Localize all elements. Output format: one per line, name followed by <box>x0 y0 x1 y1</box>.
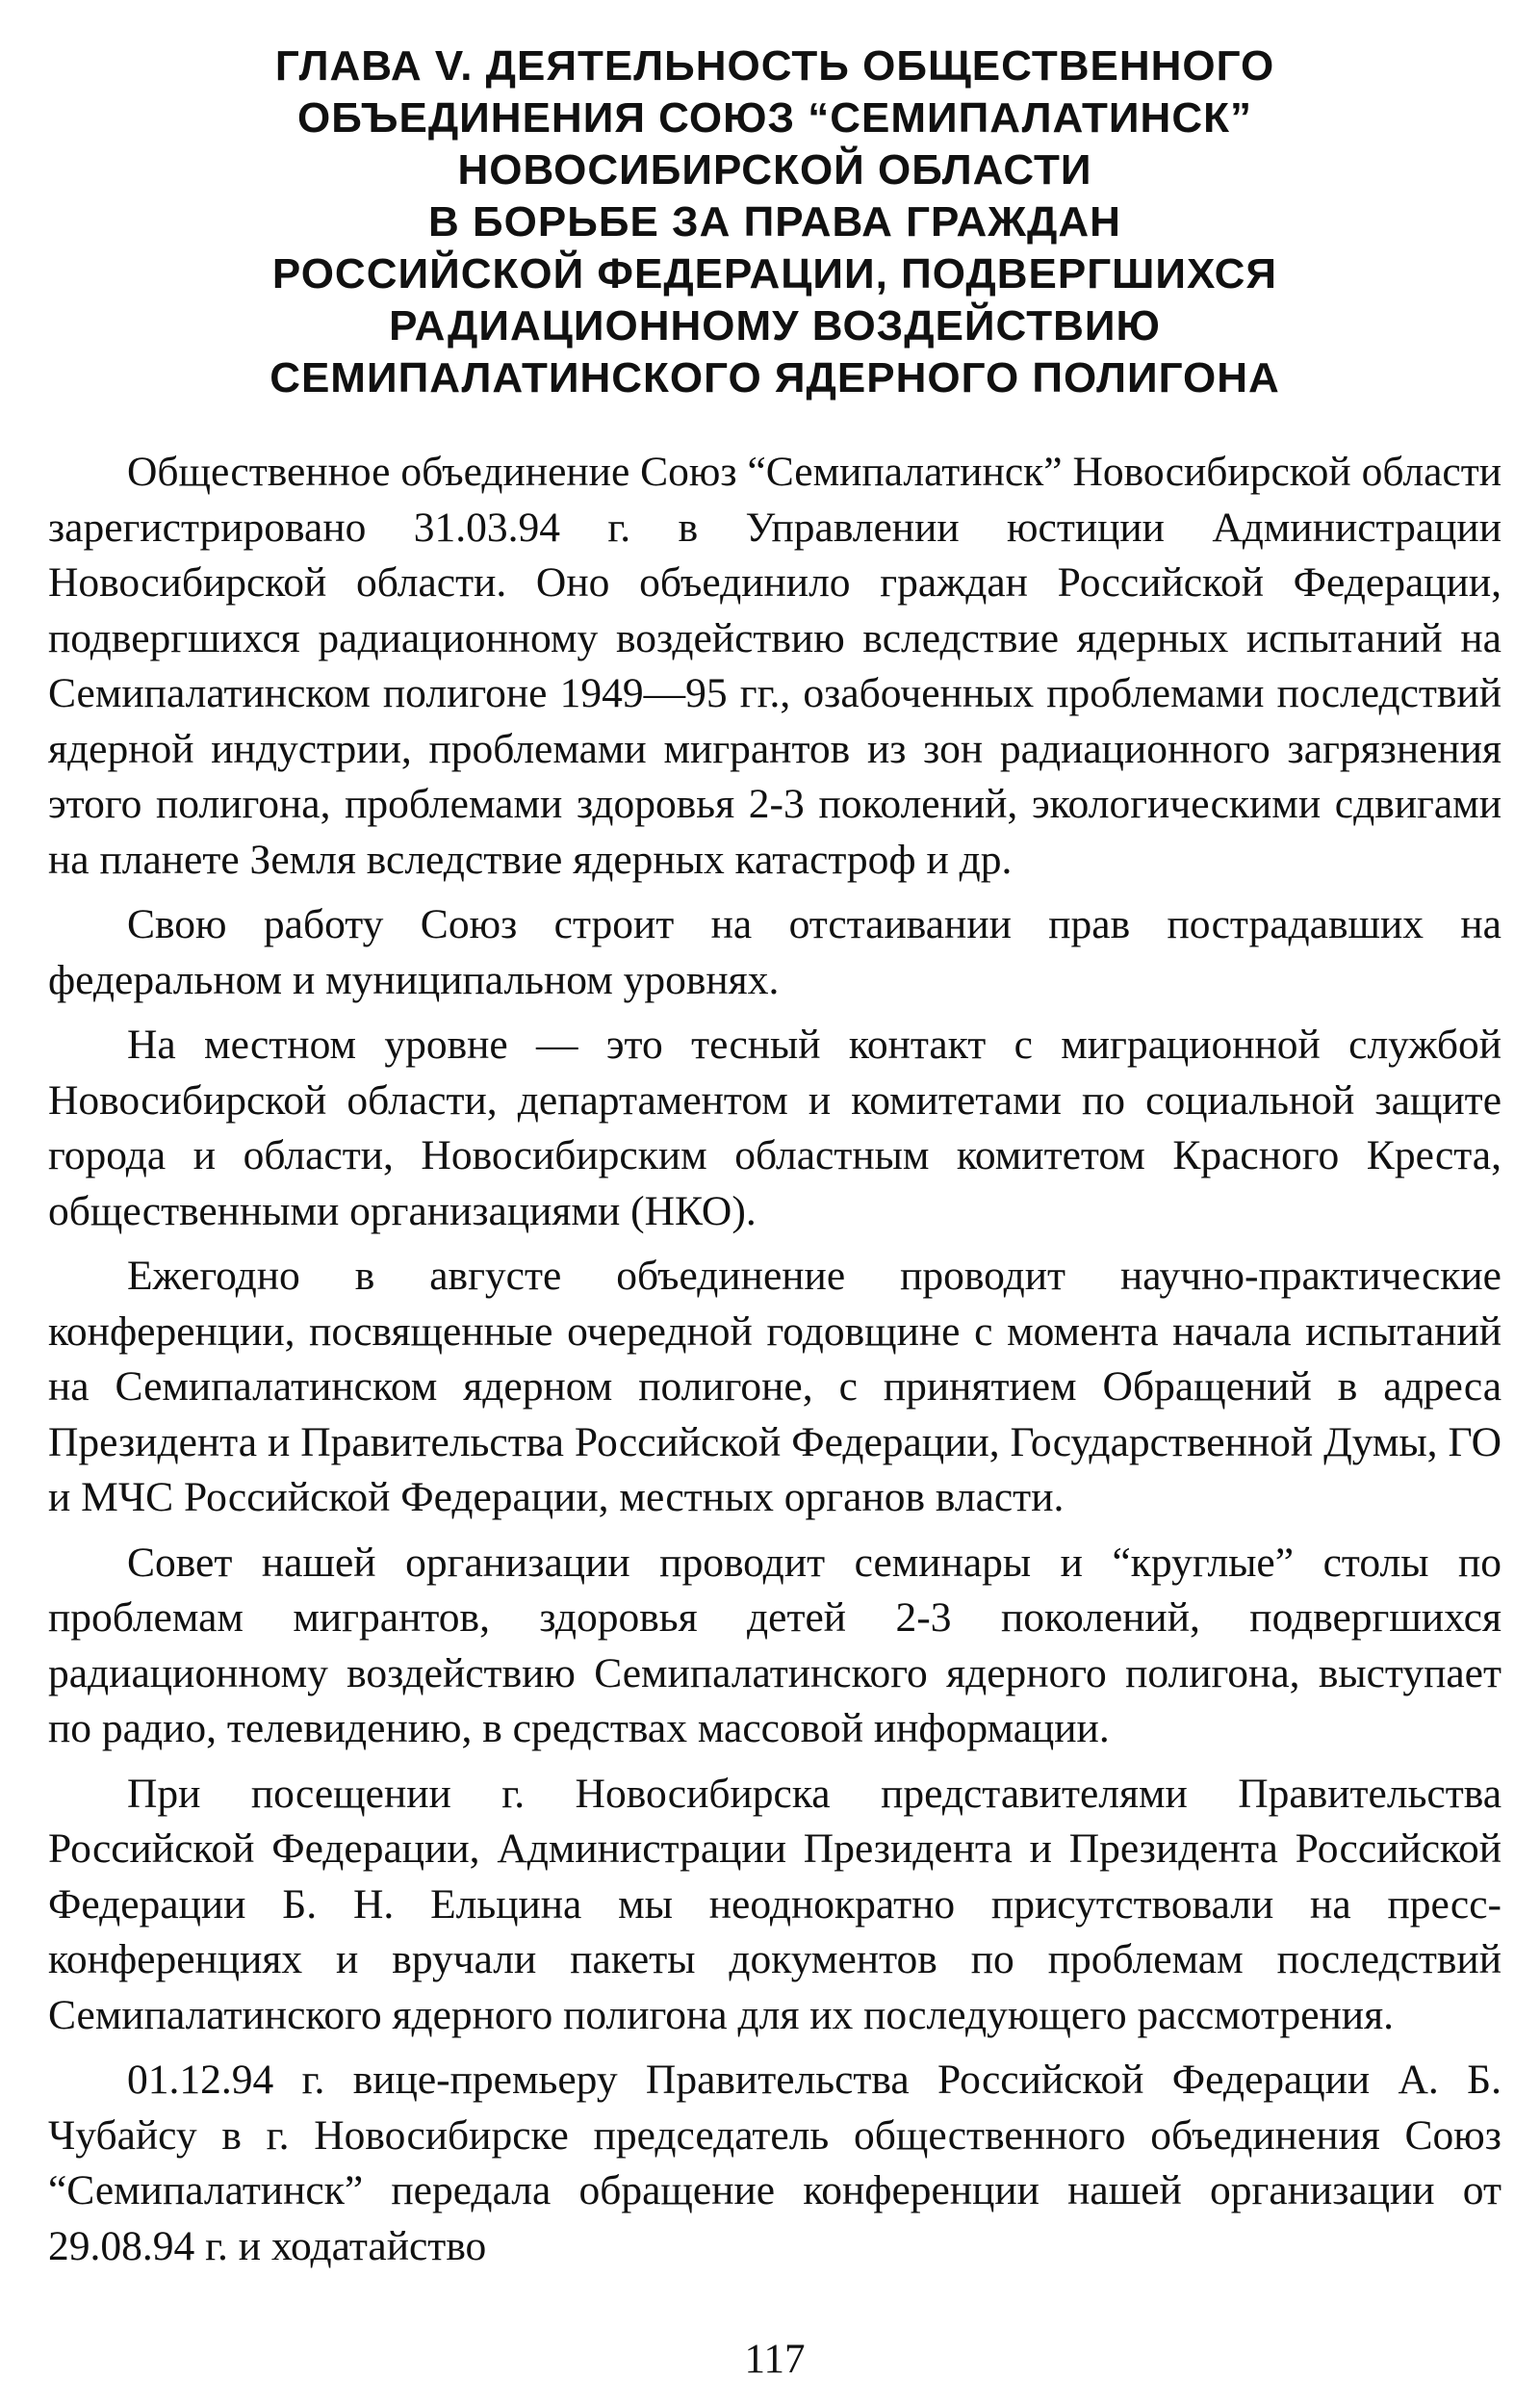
paragraph: Ежегодно в августе объединение проводит научно-практические конференции, посвященные очередной годовщине с момента начала испытаний на Семипалатинском ядерном полигоне, с принятием Обращений в адреса Президента и Правительства Российской Федерации, Государственной Думы, ГО и МЧС Российской Федерации, местных органов власти. <box>48 1253 1502 1520</box>
paragraph: Общественное объединение Союз “Семипалатинск” Новосибирской области зарегистрировано 31.03.94 г. в Управлении юстиции Администрации Новосибирской области. Оно объединило граждан Российской Федерации, подвергшихся радиационному воздействию вследствие ядерных испытаний на Семипалатинском полигоне 1949—95 гг., озабоченных проблемами последствий ядерной индустрии, проблемами мигрантов из зон радиационного загрязнения этого полигона, проблемами здоровья 2-3 поколений, экологическими сдвигами на планете Земля вследствие ядерных катастроф и др. <box>48 449 1502 883</box>
paragraph: На местном уровне — это тесный контакт с миграционной службой Новосибирской области, департаментом и комитетами по социальной защите города и области, Новосибирским областным комитетом Красного Креста, общественными организациями (НКО). <box>48 1022 1502 1234</box>
book-page <box>48 0 1502 2407</box>
paragraph: Свою работу Союз строит на отстаивании прав пострадавших на федеральном и муниципальном уровнях. <box>48 901 1502 1003</box>
paragraph: При посещении г. Новосибирска представителями Правительства Российской Федерации, Администрации Президента и Президента Российской Федерации Б. Н. Ельцина мы неоднократно присутствовали на пресс-конференциях и вручали пакеты документов по проблемам последствий Семипалатинского ядерного полигона для их последующего рассмотрения. <box>48 1770 1502 2038</box>
paragraph: 01.12.94 г. вице-премьеру Правительства Российской Федерации А. Б. Чубайсу в г. Новосибирске председатель общественного объединения Союз “Семипалатинск” передала обращение конференции нашей организации от 29.08.94 г. и ходатайство <box>48 2057 1502 2269</box>
chapter-title-line: В БОРЬБЕ ЗА ПРАВА ГРАЖДАН <box>428 198 1121 246</box>
chapter-title-line: ОБЪЕДИНЕНИЯ СОЮЗ “СЕМИПАЛАТИНСК” <box>297 94 1252 142</box>
chapter-title <box>48 0 1502 404</box>
page-number: 117 <box>744 2337 806 2382</box>
chapter-title-line: НОВОСИБИРСКОЙ ОБЛАСТИ <box>457 146 1092 194</box>
paragraph: Совет нашей организации проводит семинары и “круглые” столы по проблемам мигрантов, здоровья детей 2-3 поколений, подвергшихся радиационному воздействию Семипалатинского ядерного полигона, выступает по радио, телевидению, в средствах массовой информации. <box>48 1539 1502 1751</box>
chapter-title-line: ГЛАВА V. ДЕЯТЕЛЬНОСТЬ ОБЩЕСТВЕННОГО <box>274 42 1275 90</box>
chapter-title-line: РАДИАЦИОННОМУ ВОЗДЕЙСТВИЮ <box>389 302 1161 349</box>
chapter-title-line: РОССИЙСКОЙ ФЕДЕРАЦИИ, ПОДВЕРГШИХСЯ <box>271 250 1278 298</box>
chapter-body <box>48 445 1502 2274</box>
chapter-title-line: СЕМИПАЛАТИНСКОГО ЯДЕРНОГО ПОЛИГОНА <box>270 354 1280 401</box>
